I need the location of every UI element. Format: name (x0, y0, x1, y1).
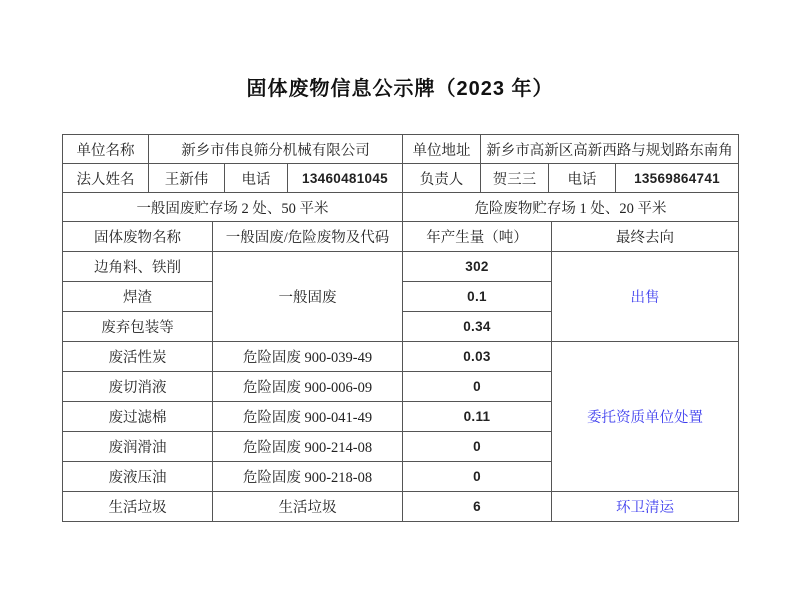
notice-table-container (62, 134, 738, 522)
waste-name: 废润滑油 (63, 431, 213, 461)
unit-address-value: 新乡市高新区高新西路与规划路东南角 (481, 135, 739, 164)
household-destination-cell: 环卫清运 (552, 491, 739, 521)
waste-amount: 0.11 (403, 401, 552, 431)
manager-phone-value: 13569864741 (616, 164, 739, 193)
table-row-hazard-1 (63, 341, 739, 371)
waste-name: 焊渣 (63, 281, 213, 311)
waste-code: 危险固废 900-218-08 (213, 461, 403, 491)
unit-address-label: 单位地址 (403, 135, 481, 164)
legal-person-value: 王新伟 (149, 164, 225, 193)
waste-header-row (63, 221, 739, 251)
header-waste-code: 一般固废/危险废物及代码 (213, 221, 403, 251)
waste-code: 危险固废 900-041-49 (213, 401, 403, 431)
manager-phone-label: 电话 (549, 164, 616, 193)
table-row-general-1 (63, 251, 739, 281)
legal-phone-value: 13460481045 (288, 164, 403, 193)
header-annual-amount: 年产生量（吨） (403, 221, 552, 251)
waste-code: 危险固废 900-039-49 (213, 341, 403, 371)
legal-person-label: 法人姓名 (63, 164, 149, 193)
waste-name: 废活性炭 (63, 341, 213, 371)
waste-amount: 0 (403, 371, 552, 401)
general-type-cell: 一般固废 (213, 251, 403, 341)
waste-code: 危险固废 900-006-09 (213, 371, 403, 401)
legal-phone-label: 电话 (225, 164, 288, 193)
row-unit-name-address (63, 135, 739, 164)
waste-amount: 302 (403, 251, 552, 281)
waste-name: 废切消液 (63, 371, 213, 401)
row-legal-person (63, 164, 739, 193)
waste-amount: 0.34 (403, 311, 552, 341)
unit-name-label: 单位名称 (63, 135, 149, 164)
waste-amount: 0 (403, 431, 552, 461)
waste-code: 危险固废 900-214-08 (213, 431, 403, 461)
unit-name-value: 新乡市伟良筛分机械有限公司 (149, 135, 403, 164)
waste-name: 生活垃圾 (63, 491, 213, 521)
header-destination: 最终去向 (552, 221, 739, 251)
waste-name: 废液压油 (63, 461, 213, 491)
unit-info-table (62, 134, 739, 222)
page-title: 固体废物信息公示牌（2023 年） (246, 78, 554, 100)
manager-label: 负责人 (403, 164, 481, 193)
waste-amount: 6 (403, 491, 552, 521)
table-row-household (63, 491, 739, 521)
general-destination-cell: 出售 (552, 251, 739, 341)
waste-list-table (62, 221, 739, 522)
general-storage-cell: 一般固废贮存场 2 处、50 平米 (63, 193, 403, 222)
waste-name: 废过滤棉 (63, 401, 213, 431)
hazardous-storage-cell: 危险废物贮存场 1 处、20 平米 (403, 193, 739, 222)
manager-value: 贺三三 (481, 164, 549, 193)
waste-amount: 0 (403, 461, 552, 491)
waste-amount: 0.1 (403, 281, 552, 311)
row-storage-sites (63, 193, 739, 222)
waste-name: 边角料、铁削 (63, 251, 213, 281)
waste-name: 废弃包装等 (63, 311, 213, 341)
waste-code: 生活垃圾 (213, 491, 403, 521)
waste-amount: 0.03 (403, 341, 552, 371)
header-waste-name: 固体废物名称 (63, 221, 213, 251)
hazardous-destination-cell: 委托资质单位处置 (552, 341, 739, 491)
